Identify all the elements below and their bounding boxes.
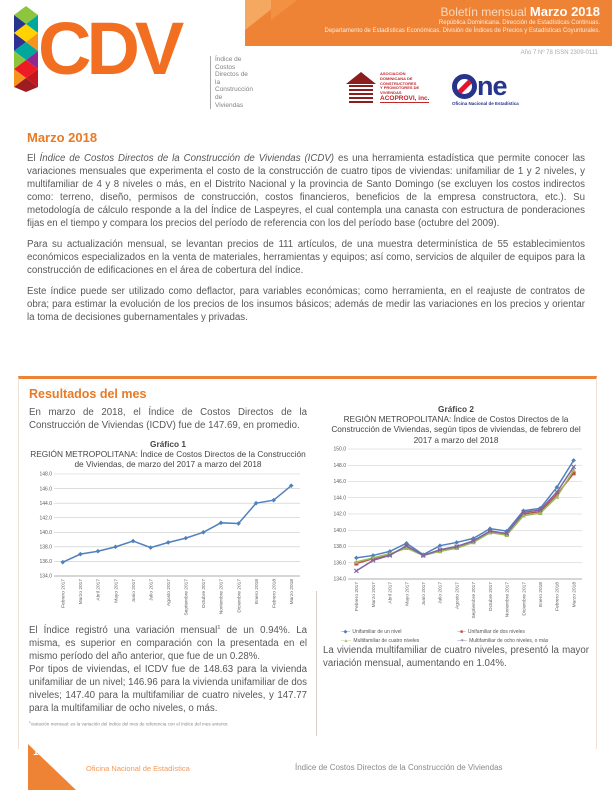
acoprovi-name: ACOPROVI, inc.	[380, 95, 430, 103]
svg-text:Agosto 2017: Agosto 2017	[167, 578, 173, 606]
legend-marker-icon: ─■─	[457, 628, 465, 635]
tagline-line: Índice de Costos	[215, 56, 242, 71]
p2-rest: de un 0.94%. La misma, es superior en comparación con la presentada en el mismo período del año anterior, que fue de un 0.28%.	[29, 624, 307, 662]
svg-text:134.0: 134.0	[39, 573, 52, 580]
acoprovi-line: Y PROMOTORES DE	[380, 85, 420, 91]
svg-text:Enero 2018: Enero 2018	[254, 578, 260, 604]
svg-text:Febrero 2018: Febrero 2018	[555, 581, 561, 611]
svg-text:144.0: 144.0	[39, 500, 52, 507]
results-right-column	[323, 404, 589, 670]
svg-text:136.0: 136.0	[39, 558, 52, 565]
intro-paragraph-3: Este índice puede ser utilizado como deflactor, para variables económicas; como herramienta, en el reajuste de contratos de obra; para estimar la evolución de los precios de los insumos básicos; además de medir las variaciones en los precios y orientar la toma de decisiones gubernamentales y privadas.	[27, 286, 585, 323]
acoprovi-logo	[346, 72, 436, 108]
legend-marker-icon: ─▲─	[341, 637, 351, 644]
svg-text:146.0: 146.0	[333, 479, 346, 486]
icdv-logo-tagline	[210, 56, 253, 109]
svg-text:148.0: 148.0	[39, 471, 52, 478]
svg-text:140.0: 140.0	[333, 527, 346, 534]
legend-item: ─▲─ Multifamiliar de cuatro niveles	[341, 637, 420, 644]
chart-1-label: Gráfico 1	[150, 439, 186, 449]
svg-text:Marzo 2017: Marzo 2017	[79, 578, 85, 604]
results-summary: En marzo de 2018, el Índice de Costos Directos de la Construcción de Viviendas (ICDV) fue de 147.69, en promedio.	[29, 407, 307, 431]
one-logo	[452, 71, 519, 106]
svg-text:Febrero 2017: Febrero 2017	[61, 578, 67, 608]
footnote	[29, 721, 229, 727]
intro-section	[27, 130, 585, 332]
icdv-logo	[14, 6, 253, 109]
tagline-line: Construcción de	[215, 86, 253, 101]
legend-marker-icon: ─◆─	[341, 628, 349, 635]
results-section	[18, 376, 597, 749]
p2-pre: El Índice registró una variación mensual	[29, 624, 218, 636]
legend-item: ─■─ Unifamiliar de dos niveles	[457, 628, 525, 635]
banner-subtitle-2: Departamento de Estadísticas Económicas. División de Índices de Precios y Estadísticas Coyunturales.	[324, 28, 600, 34]
svg-text:Agosto 2017: Agosto 2017	[455, 581, 461, 609]
acoprovi-line: VIVIENDAS	[380, 90, 402, 96]
intro-p1-italic: Índice de Costos Directos de la Construcción de Viviendas (ICDV)	[39, 153, 335, 164]
svg-text:Abril 2017: Abril 2017	[388, 581, 394, 604]
svg-text:Noviembre 2017: Noviembre 2017	[219, 578, 225, 614]
one-caption: Oficina Nacional de Estadística	[452, 101, 519, 106]
acoprovi-house-icon	[346, 72, 376, 108]
footnote-sup: 1	[29, 721, 31, 724]
icdv-logo-letters: CDV	[38, 7, 180, 90]
banner-title-normal: Boletín mensual	[440, 5, 530, 19]
multifamiliar-paragraph: La vivienda multifamiliar de cuatro niveles, presentó la mayor variación mensual, aumentando en 1.04%.	[323, 644, 589, 669]
svg-text:142.0: 142.0	[39, 515, 52, 522]
svg-text:Octubre 2017: Octubre 2017	[488, 581, 494, 611]
svg-text:Marzo 2017: Marzo 2017	[371, 581, 377, 608]
legend-item: ─✶─ Multifamiliar de ocho niveles, o más	[457, 637, 549, 644]
svg-text:Diciembre 2017: Diciembre 2017	[237, 578, 243, 613]
svg-text:Abril 2017: Abril 2017	[96, 578, 102, 601]
chart-2-legend	[323, 629, 589, 644]
banner-subtitle-1: República Dominicana. Dirección de Estadísticas Continuas.	[438, 20, 600, 26]
svg-text:Septiembre 2017: Septiembre 2017	[472, 581, 478, 619]
svg-text:Septiembre 2017: Septiembre 2017	[184, 578, 190, 616]
icdv-logo-mosaic-icon	[14, 6, 38, 92]
banner-title-month: Marzo 2018	[529, 4, 600, 19]
svg-text:150.0: 150.0	[333, 446, 346, 453]
svg-text:144.0: 144.0	[333, 495, 346, 502]
chart-2-caption: REGIÓN METROPOLITANA: Índice de Costos Directos de la Construcción de Viviendas, según tipos de viviendas, de febrero del 2017 a marzo del 2018	[331, 414, 581, 445]
footer-document-title: Índice de Costos Directos de la Construcción de Viviendas	[295, 763, 503, 772]
svg-text:Marzo 2018: Marzo 2018	[290, 578, 296, 604]
tagline-line: Directos de la	[215, 71, 248, 86]
svg-text:Febrero 2017: Febrero 2017	[355, 581, 361, 611]
tagline-line: Viviendas	[215, 101, 244, 109]
footnote-marker: 1	[217, 624, 221, 631]
results-left-column	[29, 406, 307, 715]
chart-2-label: Gráfico 2	[438, 404, 474, 414]
intro-paragraph-2: Para su actualización mensual, se levantan precios de 111 artículos, de una muestra determinística de 55 establecimientos económicos especializados en la venta de materiales, herramientas y equipos; así como, servicios de alquiler de equipos para la construcción de edificaciones en el área de cobertura del índice.	[27, 239, 585, 276]
svg-text:146.0: 146.0	[39, 485, 52, 492]
svg-text:Noviembre 2017: Noviembre 2017	[505, 581, 511, 618]
banner-text	[325, 4, 600, 35]
svg-text:Junio 2017: Junio 2017	[422, 581, 428, 606]
legend-item: ─◆─ Unifamiliar de un nivel	[341, 628, 402, 635]
svg-text:142.0: 142.0	[333, 511, 346, 518]
chart-2-canvas	[323, 445, 589, 627]
page-number: 1	[33, 747, 39, 758]
svg-text:Enero 2018: Enero 2018	[539, 581, 545, 607]
header-banner	[245, 0, 612, 46]
intro-p1-pre: El	[27, 153, 40, 164]
svg-text:136.0: 136.0	[333, 560, 346, 567]
legend-marker-icon: ─✶─	[457, 637, 466, 644]
svg-text:Febrero 2018: Febrero 2018	[272, 578, 278, 608]
types-paragraph: Por tipos de viviendas, el ICDV fue de 148.63 para la vivienda unifamiliar de un nivel; 146.96 para la vivienda unifamiliar de dos niveles; 147.40 para la multifamiliar de cuatro niveles, y 147.77 para la multifamiliar de ocho niveles, o más.	[29, 663, 307, 714]
svg-text:138.0: 138.0	[333, 544, 346, 551]
acoprovi-line: CONSTRUCTORES	[380, 80, 417, 86]
svg-text:Octubre 2017: Octubre 2017	[202, 578, 208, 608]
svg-text:134.0: 134.0	[333, 576, 346, 583]
svg-text:Junio 2017: Junio 2017	[131, 578, 137, 603]
svg-text:Julio 2017: Julio 2017	[149, 578, 155, 601]
svg-text:140.0: 140.0	[39, 529, 52, 536]
acoprovi-line: DOMINICANA DE	[380, 75, 413, 81]
svg-text:148.0: 148.0	[333, 462, 346, 469]
svg-text:138.0: 138.0	[39, 544, 52, 551]
banner-decor-triangle	[271, 0, 297, 20]
chart-1-canvas	[29, 470, 307, 622]
chart-1-caption: REGIÓN METROPOLITANA: Índice de Costos Directos de la Construcción de Viviendas, de marzo del 2017 a marzo del 2018	[30, 449, 306, 470]
monthly-variation-paragraph	[29, 622, 307, 663]
banner-title	[325, 4, 600, 19]
one-circle-icon	[452, 74, 477, 99]
footer-institution: Oficina Nacional de Estadística	[86, 764, 190, 773]
one-wordmark: ne	[477, 71, 507, 101]
svg-text:Marzo 2018: Marzo 2018	[572, 581, 578, 608]
svg-text:Julio 2017: Julio 2017	[438, 581, 444, 604]
svg-text:Mayo 2017: Mayo 2017	[405, 581, 411, 606]
acoprovi-text	[380, 72, 436, 108]
chart-1-title	[29, 439, 307, 470]
intro-paragraph-1	[27, 152, 585, 230]
chart-2-title	[323, 404, 589, 445]
month-heading: Marzo 2018	[27, 130, 98, 145]
issue-number: Año 7 Nº 78 ISSN 2309-0111	[520, 50, 598, 56]
acoprovi-line: ASOCIACIÓN	[380, 71, 406, 76]
svg-text:Mayo 2017: Mayo 2017	[114, 578, 120, 603]
results-heading: Resultados del mes	[29, 387, 147, 401]
footnote-text: Variación mensual: es la variación del índice del mes de referencia con el índice del mes anterior.	[30, 721, 229, 727]
svg-text:Diciembre 2017: Diciembre 2017	[522, 581, 528, 616]
intro-p1-rest: es una herramienta estadística que permite conocer las variaciones mensuales que experimenta el costo de la construcción de cuatro tipos de viviendas: unifamiliar de 1 y 2 niveles, y multifamiliar de 4 y 8 niveles o más, en el Distrito Nacional y la provincia de Santo Domingo (se excluyen los costos indirectos como: terreno, diseño, permisos de construcción, costos financieros, beneficios de la empresa constructora, etc.). Su metodología de cálculo responde a la del Índice de Laspeyres, el cual contempla una canasta con estructura de ponderaciones fijas en el tiempo y compara los precios del período de referencia con los del período base (octubre del 2009).	[27, 153, 585, 229]
column-divider	[316, 591, 317, 736]
